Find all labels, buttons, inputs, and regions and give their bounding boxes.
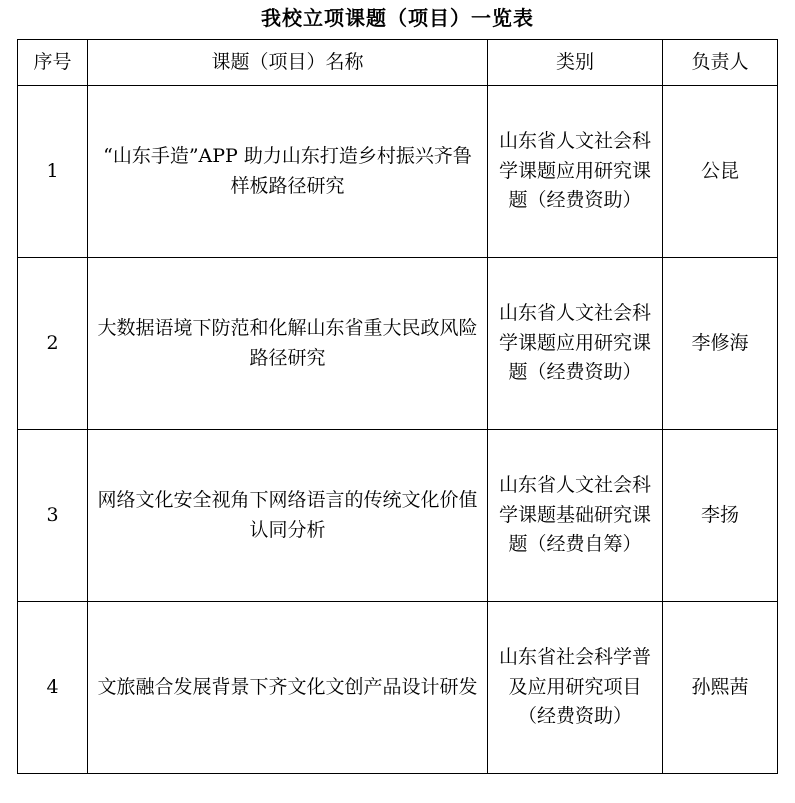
cell-owner: 李修海: [663, 258, 778, 430]
cell-category: 山东省人文社会科学课题基础研究课题（经费自筹）: [488, 430, 663, 602]
page-title: 我校立项课题（项目）一览表: [261, 6, 534, 30]
cell-project-name: “山东手造”APP 助力山东打造乡村振兴齐鲁样板路径研究: [88, 86, 488, 258]
cell-category: 山东省人文社会科学课题应用研究课题（经费资助）: [488, 86, 663, 258]
cell-project-name: 文旅融合发展背景下齐文化文创产品设计研发: [88, 602, 488, 774]
table-row: [18, 430, 778, 602]
cell-index: 1: [18, 86, 88, 258]
table-row: [18, 602, 778, 774]
cell-project-name: 网络文化安全视角下网络语言的传统文化价值认同分析: [88, 430, 488, 602]
cell-owner: 李扬: [663, 430, 778, 602]
cell-index: 3: [18, 430, 88, 602]
cell-project-name: 大数据语境下防范和化解山东省重大民政风险路径研究: [88, 258, 488, 430]
cell-index: 4: [18, 602, 88, 774]
table-row: [18, 258, 778, 430]
cell-owner: 孙熙茜: [663, 602, 778, 774]
table-body: [18, 86, 778, 774]
table-row: [18, 86, 778, 258]
cell-index: 2: [18, 258, 88, 430]
cell-category: 山东省社会科学普及应用研究项目（经费资助）: [488, 602, 663, 774]
header-owner: 负责人: [663, 40, 778, 86]
project-list-table: [17, 39, 778, 774]
header-index: 序号: [18, 40, 88, 86]
cell-category: 山东省人文社会科学课题应用研究课题（经费资助）: [488, 258, 663, 430]
table-header-row: [18, 40, 778, 86]
cell-owner: 公昆: [663, 86, 778, 258]
header-category: 类别: [488, 40, 663, 86]
table-header: [18, 40, 778, 86]
header-name: 课题（项目）名称: [88, 40, 488, 86]
